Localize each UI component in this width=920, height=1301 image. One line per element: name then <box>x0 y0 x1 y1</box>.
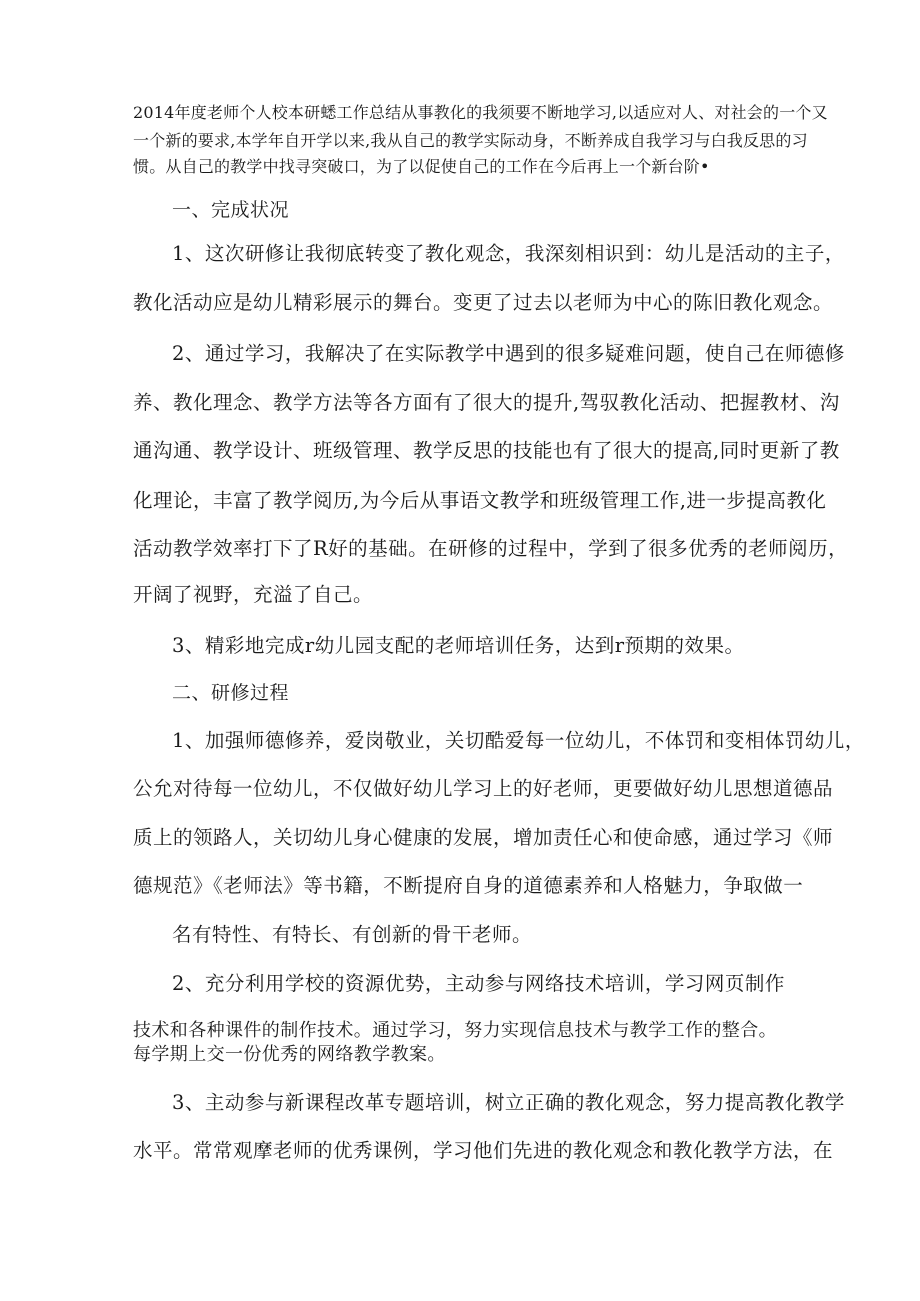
item2-line-1: 2、通过学习，我解决了在实际教学中遇到的很多疑难问题，使自己在师德修 <box>172 342 845 365</box>
section-heading-completion: 一、完成状况 <box>172 199 290 221</box>
item3-line: 3、精彩地完成r幼儿园支配的老师培训任务，达到r预期的效果。 <box>172 634 745 657</box>
intro-line-2: 一个新的要求,本学年自开学以来,我从自己的教学实际动身，不断养成自我学习与白我反思的习 <box>133 131 808 150</box>
process1-line-3: 质上的领路人，关切幼儿身心健康的发展，增加责任心和使命感，通过学习《师 <box>133 826 834 849</box>
item2-line-6: 开阔了视野，充溢了自己。 <box>133 583 374 606</box>
process3-line-2: 水平。常常观摩老师的优秀课例，学习他们先进的教化观念和教化教学方法，在 <box>133 1139 834 1162</box>
item1-line-1: 1、这次研修让我彻底转变了教化观念，我深刻相识到：幼儿是活动的主子， <box>172 242 845 265</box>
process2-line-3: 每学期上交一份优秀的网络教学教案。 <box>133 1044 446 1065</box>
intro-line-1: 2014年度老师个人校本研蟋工作总结从事教化的我须要不断地学习,以适应对人、对社会的一个又 <box>133 103 828 122</box>
process1-line-2: 公允对待每一位幼儿，不仅做好幼儿学习上的好老师，更要做好幼儿思想道德品 <box>133 777 834 800</box>
item2-line-3: 通沟通、教学设计、班级管理、教学反思的技能也有了很大的提高,同时更新了教 <box>133 439 840 462</box>
process1-line-1: 1、加强师德修养，爱岗敬业，关切酷爱每一位幼儿，不体罚和变相体罚幼儿， <box>172 729 865 752</box>
section-heading-process: 二、研修过程 <box>172 682 290 704</box>
item2-line-2: 养、教化理念、教学方法等各方面有了很大的提升,驾驭教化活动、把握教材、沟 <box>133 391 840 414</box>
process3-line-1: 3、主动参与新课程改革专题培训，树立正确的教化观念，努力提高教化教学 <box>172 1091 845 1114</box>
item2-line-5: 活动教学效率打下了R好的基础。在研修的过程中，学到了很多优秀的老师阅历， <box>133 537 849 560</box>
item2-line-4: 化理论，丰富了教学阅历,为今后从事语文教学和班级管理工作,进一步提高教化 <box>133 489 827 512</box>
item1-line-2: 教化活动应是幼儿精彩展示的舞台。变更了过去以老师为中心的陈旧教化观念。 <box>133 291 834 314</box>
process2-line-1: 2、充分利用学校的资源优势，主动参与网络技术培训，学习网页制作 <box>172 972 785 995</box>
intro-line-3: 惯。从自己的教学中找寻突破口，为了以促使自己的工作在今后再上一个新台阶• <box>133 157 710 176</box>
process2-line-2: 技术和各种课件的制作技术。通过学习，努力实现信息技术与教学工作的整合。 <box>133 1020 777 1041</box>
process1-line-4: 德规范》《老师法》等书籍，不断提府自身的道德素养和人格魅力，争取做一 <box>133 874 804 897</box>
process1-line-5: 名有特性、有特长、有创新的骨干老师。 <box>172 923 533 946</box>
